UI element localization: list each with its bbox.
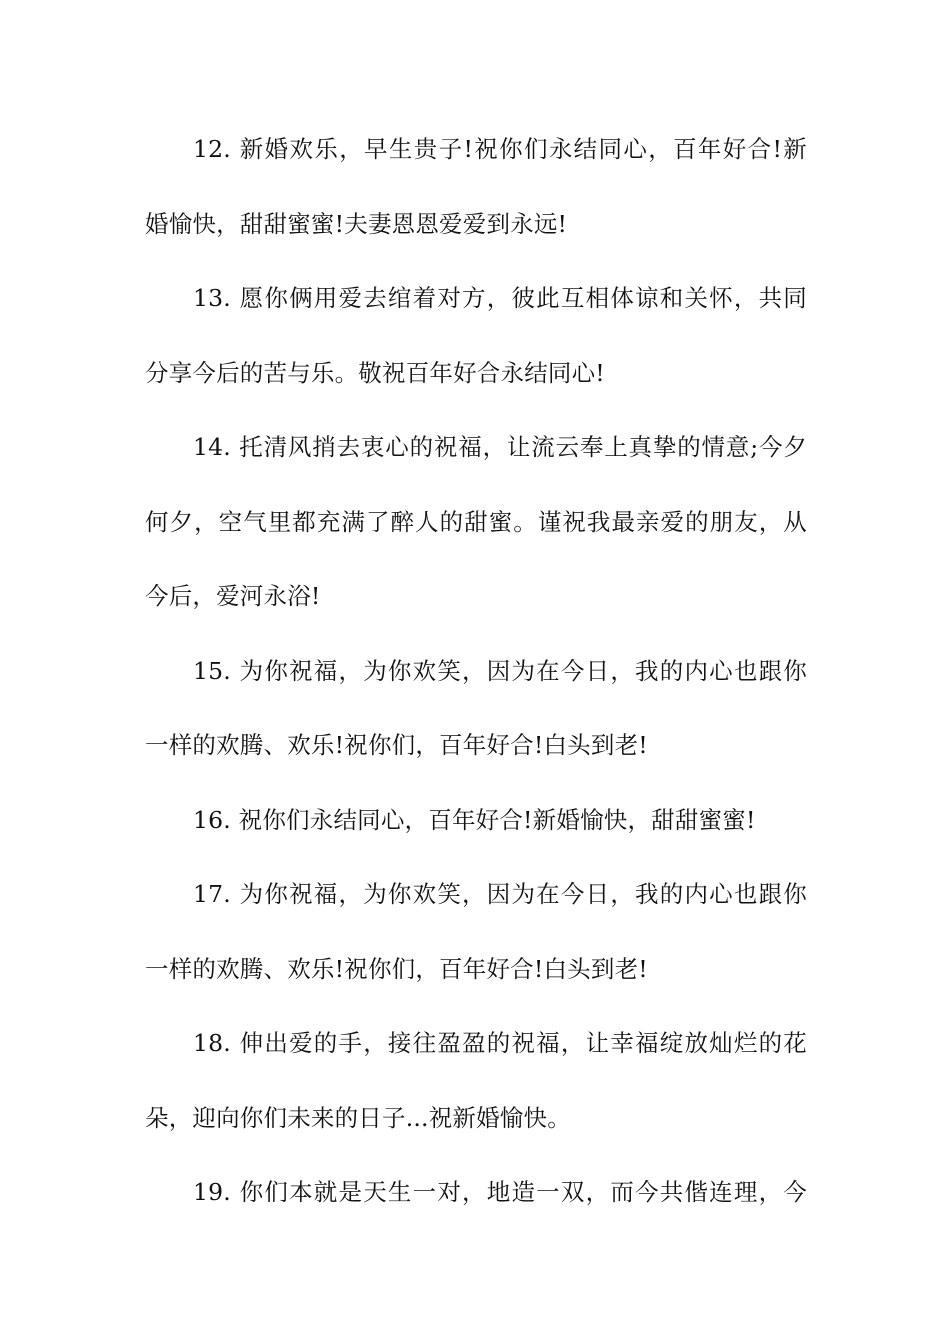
text-line: 17. 为你祝福，为你欢笑，因为在今日，我的内心也跟你 bbox=[193, 880, 807, 908]
text-line: 今后，爱河永浴! bbox=[145, 582, 321, 610]
text-line: 18. 伸出爱的手，接往盈盈的祝福，让幸福绽放灿烂的花 bbox=[193, 1029, 807, 1057]
text-line: 12. 新婚欢乐，早生贵子!祝你们永结同心，百年好合!新 bbox=[193, 135, 807, 163]
text-line: 何夕，空气里都充满了醉人的甜蜜。谨祝我最亲爱的朋友，从 bbox=[145, 507, 807, 536]
text-line: 一样的欢腾、欢乐!祝你们，百年好合!白头到老! bbox=[145, 954, 648, 983]
text-line: 一样的欢腾、欢乐!祝你们，百年好合!白头到老! bbox=[145, 731, 648, 759]
text-line: 14. 托清风捎去衷心的祝福，让流云奉上真挚的情意;今夕 bbox=[193, 433, 807, 461]
text-line: 朵，迎向你们未来的日子...祝新婚愉快。 bbox=[145, 1103, 571, 1132]
text-line: 13. 愿你俩用爱去绾着对方，彼此互相体谅和关怀，共同 bbox=[193, 284, 807, 312]
text-line: 16. 祝你们永结同心，百年好合!新婚愉快，甜甜蜜蜜! bbox=[193, 805, 756, 834]
text-line: 分享今后的苦与乐。敬祝百年好合永结同心! bbox=[145, 358, 605, 387]
text-line: 15. 为你祝福，为你欢笑，因为在今日，我的内心也跟你 bbox=[193, 656, 807, 685]
document-body bbox=[145, 112, 807, 1230]
text-line: 19. 你们本就是天生一对，地造一双，而今共偕连理，今 bbox=[193, 1178, 807, 1206]
text-line: 婚愉快，甜甜蜜蜜!夫妻恩恩爱爱到永远! bbox=[145, 209, 568, 238]
